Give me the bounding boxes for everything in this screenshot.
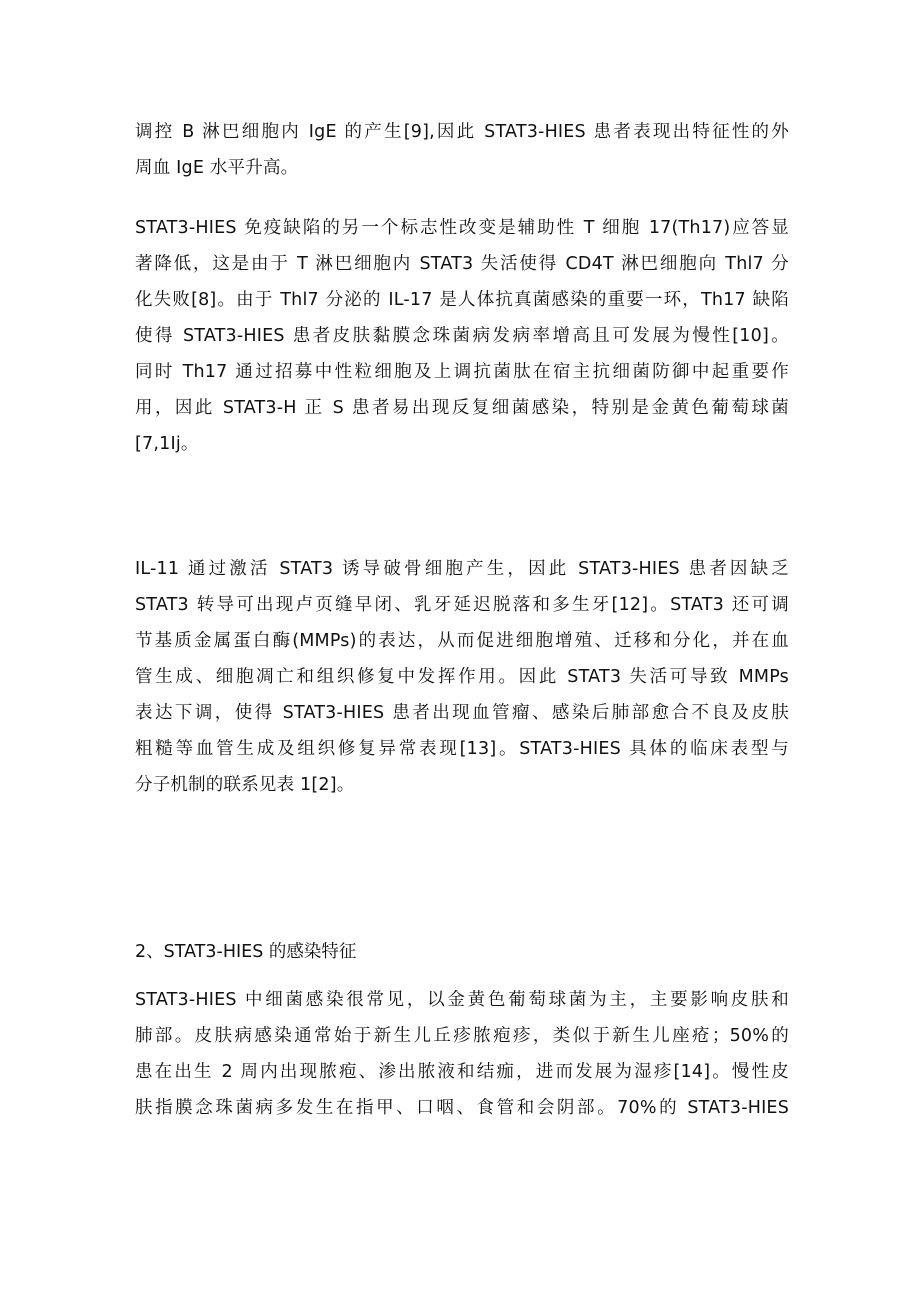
text-line: 表达下调，使得 STAT3-HIES 患者出现血管瘤、感染后肺部愈合不良及皮肤 (135, 703, 789, 723)
text-line: 调控 B 淋巴细胞内 IgE 的产生[9],因此 STAT3-HIES 患者表现出特征性的外 (135, 122, 789, 142)
paragraph-ige (135, 114, 789, 186)
paragraph-th17 (135, 210, 789, 462)
text-line: [7,1Ij。 (135, 434, 199, 454)
text-line: 管生成、细胞凋亡和组织修复中发挥作用。因此 STAT3 失活可导致 MMPs (135, 667, 789, 687)
paragraph-il11 (135, 551, 789, 803)
text-line: 周血 IgE 水平升高。 (135, 158, 299, 178)
text-line: 化失败[8]。由于 Thl7 分泌的 IL-17 是人体抗真菌感染的重要一环，Th17 缺陷 (135, 290, 789, 310)
text-line: 著降低，这是由于 T 淋巴细胞内 STAT3 失活使得 CD4T 淋巴细胞向 Thl7 分 (135, 254, 789, 274)
text-line: STAT3 转导可出现卢页缝早闭、乳牙延迟脱落和多生牙[12]。STAT3 还可调 (135, 595, 789, 615)
paragraph-infection (135, 982, 789, 1126)
text-line: 肤指膜念珠菌病多发生在指甲、口咽、食管和会阴部。70%的 STAT3-HIES (135, 1098, 789, 1118)
text-line: 同时 Th17 通过招募中性粒细胞及上调抗菌肽在宿主抗细菌防御中起重要作 (135, 362, 789, 382)
text-line: 用，因此 STAT3-H 正 S 患者易出现反复细菌感染，特别是金黄色葡萄球菌 (135, 398, 789, 418)
text-line: 分子机制的联系见表 1[2]。 (135, 775, 355, 795)
text-line: 粗糙等血管生成及组织修复异常表现[13]。STAT3-HIES 具体的临床表型与 (135, 739, 789, 759)
text-line: 肺部。皮肤病感染通常始于新生儿丘疹脓疱疹，类似于新生儿座疮；50%的 (135, 1026, 789, 1046)
text-line: STAT3-HIES 免疫缺陷的另一个标志性改变是辅助性 T 细胞 17(Th17)应答显 (135, 218, 789, 238)
text-line: 患在出生 2 周内出现脓疱、渗出脓液和结痂，进而发展为湿疹[14]。慢性皮 (135, 1062, 789, 1082)
section-heading: 2、STAT3-HIES 的感染特征 (135, 942, 357, 962)
text-line: IL-11 通过激活 STAT3 诱导破骨细胞产生，因此 STAT3-HIES 患者因缺乏 (135, 559, 789, 579)
text-line: STAT3-HIES 中细菌感染很常见，以金黄色葡萄球菌为主，主要影响皮肤和 (135, 990, 789, 1010)
text-line: 使得 STAT3-HIES 患者皮肤黏膜念珠菌病发病率增高且可发展为慢性[10]。 (135, 326, 789, 346)
text-line: 节基质金属蛋白酶(MMPs)的表达，从而促进细胞增殖、迁移和分化，并在血 (135, 631, 789, 651)
